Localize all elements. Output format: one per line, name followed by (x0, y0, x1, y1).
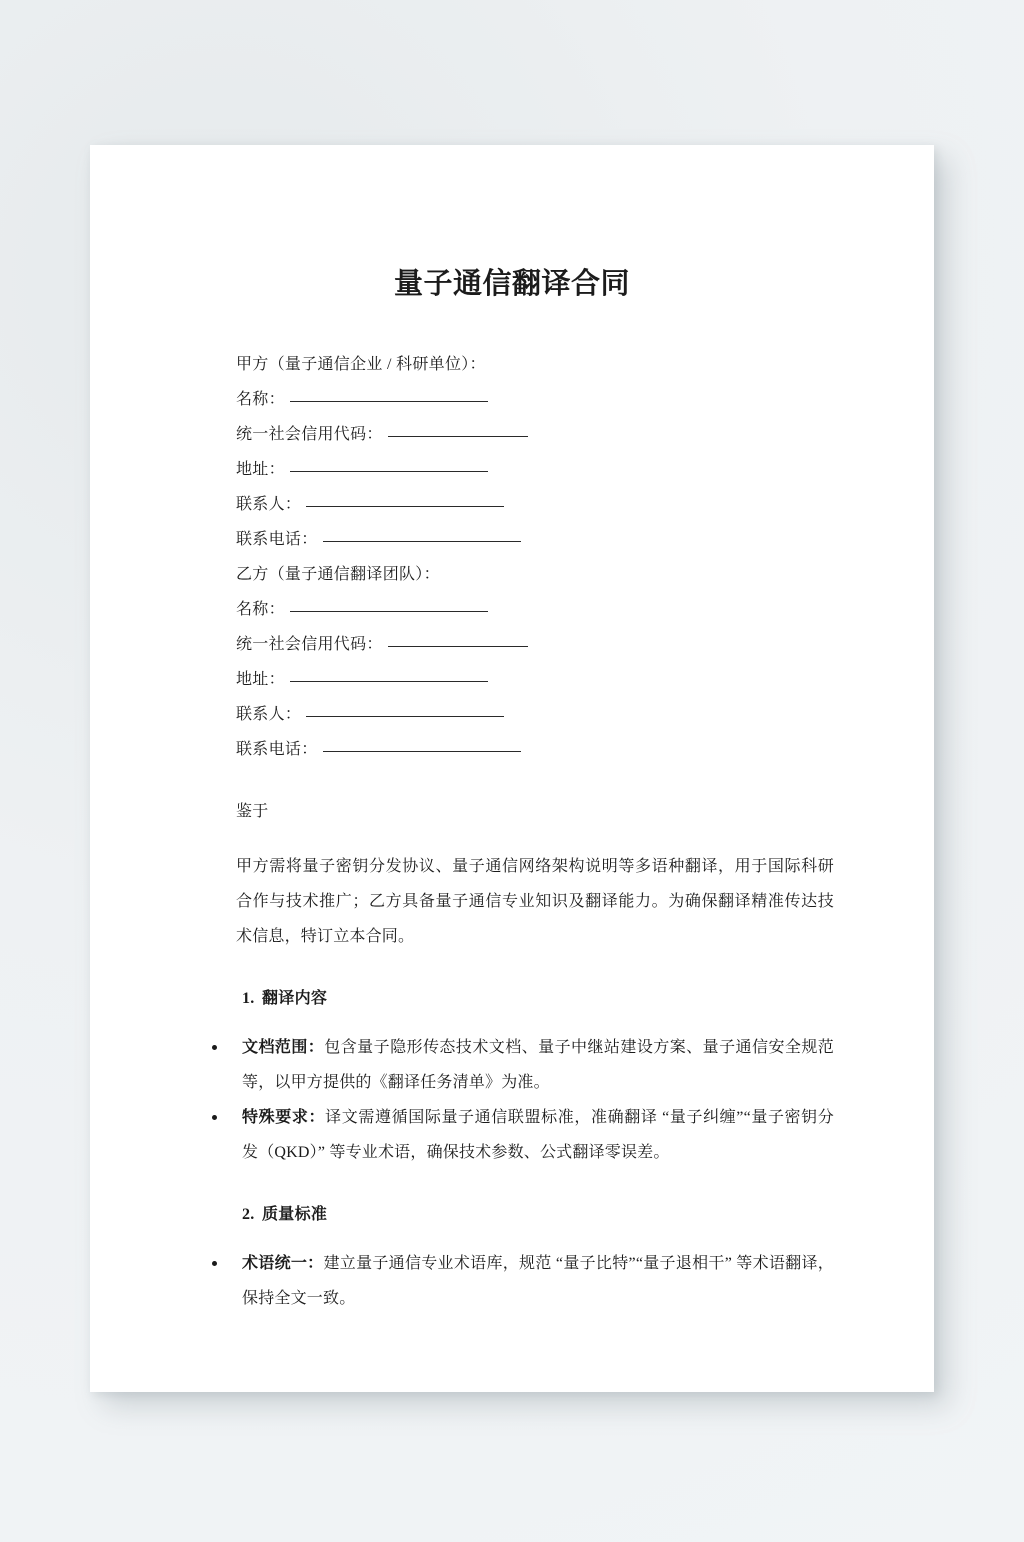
page-title: 量子通信翻译合同 (393, 268, 630, 300)
party-b-phone-blank[interactable] (323, 751, 521, 752)
party-b-address-label: 地址： (236, 671, 285, 688)
party-b-field-address (90, 662, 934, 697)
party-b-field-credit-code (90, 627, 934, 662)
party-a-field-address (90, 452, 934, 487)
party-b-field-phone (90, 732, 934, 767)
section-1-bullets (90, 1030, 934, 1170)
party-a-field-contact (90, 487, 934, 522)
document-page (90, 145, 934, 1392)
bullet-dot-icon (212, 1115, 217, 1120)
party-b-heading-label: 乙方（量子通信翻译团队）： (236, 566, 440, 583)
section-2-title: 质量标准 (262, 1206, 328, 1223)
party-block-b (90, 557, 934, 767)
section-1-number: 1. (242, 990, 255, 1007)
party-b-name-label: 名称： (236, 601, 285, 618)
party-a-name-label: 名称： (236, 391, 285, 408)
section-2-number: 2. (242, 1206, 255, 1223)
section-2-bullets (90, 1246, 934, 1316)
party-a-credit-code-label: 统一社会信用代码： (236, 426, 383, 443)
party-a-field-credit-code (90, 417, 934, 452)
party-b-contact-label: 联系人： (236, 706, 302, 723)
bullet-term: 术语统一： (242, 1255, 324, 1272)
party-a-heading (90, 347, 934, 382)
party-b-credit-code-label: 统一社会信用代码： (236, 636, 383, 653)
party-a-name-blank[interactable] (290, 401, 488, 402)
list-item (90, 1030, 934, 1100)
party-a-field-name (90, 382, 934, 417)
party-b-contact-blank[interactable] (306, 716, 504, 717)
party-a-contact-blank[interactable] (306, 506, 504, 507)
recital-heading: 鉴于 (236, 803, 269, 820)
party-a-credit-code-blank[interactable] (388, 436, 528, 437)
party-a-address-blank[interactable] (290, 471, 488, 472)
party-b-phone-label: 联系电话： (236, 741, 318, 758)
bullet-dot-icon (212, 1261, 217, 1266)
list-item (90, 1100, 934, 1170)
party-block-a (90, 347, 934, 557)
party-b-field-name (90, 592, 934, 627)
document-content (90, 145, 934, 1316)
bullet-term: 文档范围： (242, 1039, 325, 1056)
party-a-heading-label: 甲方（量子通信企业 / 科研单位）： (236, 356, 486, 373)
bullet-text: 译文需遵循国际量子通信联盟标准，准确翻译 “量子纠缠”“量子密钥分发（QKD）” 等专业术语，确保技术参数、公式翻译零误差。 (242, 1109, 834, 1161)
section-heading-1 (90, 984, 934, 1014)
party-a-field-phone (90, 522, 934, 557)
bullet-text: 包含量子隐形传态技术文档、量子中继站建设方案、量子通信安全规范等，以甲方提供的《翻译任务清单》为准。 (242, 1039, 834, 1091)
section-heading-2 (90, 1200, 934, 1230)
list-item (90, 1246, 934, 1316)
party-b-heading (90, 557, 934, 592)
bullet-term: 特殊要求： (242, 1109, 326, 1126)
section-1-title: 翻译内容 (262, 990, 328, 1007)
bullet-text: 建立量子通信专业术语库，规范 “量子比特”“量子退相干” 等术语翻译，保持全文一致。 (242, 1255, 834, 1307)
party-b-address-blank[interactable] (290, 681, 488, 682)
party-a-phone-label: 联系电话： (236, 531, 318, 548)
recital-paragraph: 甲方需将量子密钥分发协议、量子通信网络架构说明等多语种翻译，用于国际科研合作与技术推广；乙方具备量子通信专业知识及翻译能力。为确保翻译精准传达技术信息，特订立本合同。 (236, 858, 834, 945)
party-a-phone-blank[interactable] (323, 541, 521, 542)
party-b-name-blank[interactable] (290, 611, 488, 612)
party-a-address-label: 地址： (236, 461, 285, 478)
bullet-dot-icon (212, 1045, 217, 1050)
party-a-contact-label: 联系人： (236, 496, 302, 513)
party-b-credit-code-blank[interactable] (388, 646, 528, 647)
party-b-field-contact (90, 697, 934, 732)
